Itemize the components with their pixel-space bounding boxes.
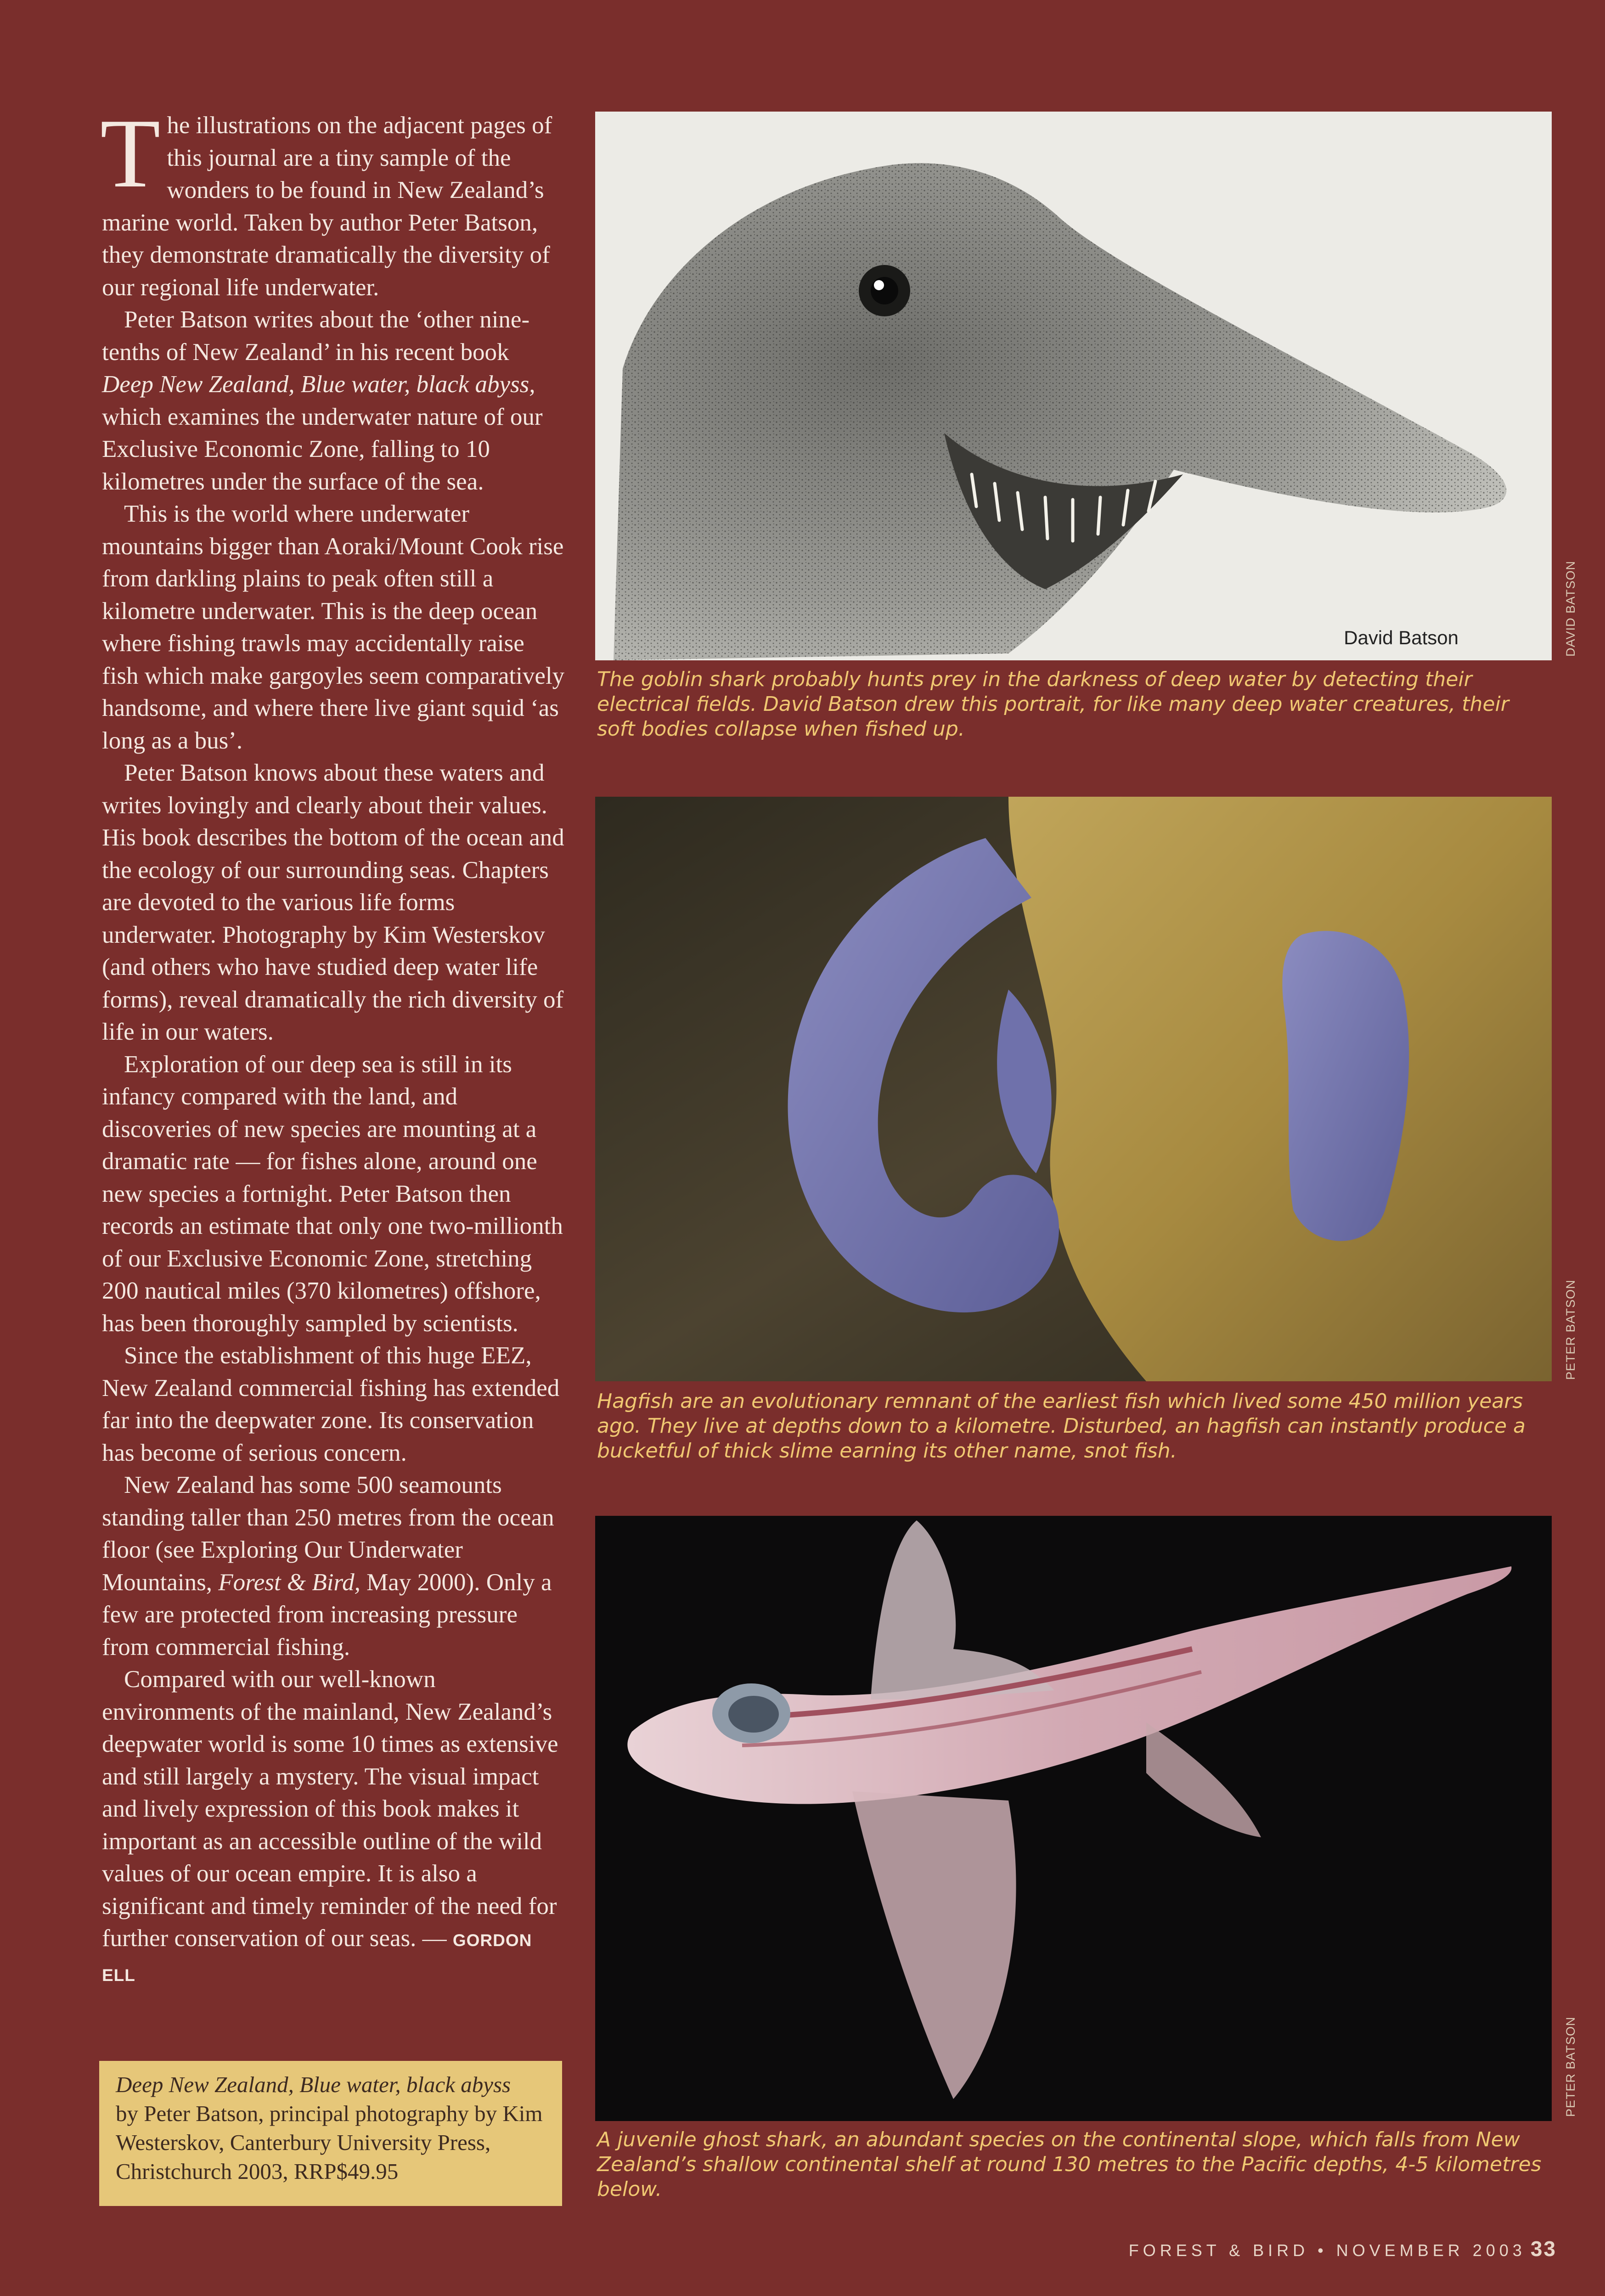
figure-caption: Hagfish are an evolutionary remnant of the earliest fish which lived some 450 million years ago. They live at depths down to a kilometre. Disturbed, an hagfish can instantly produce a bucketful of thick slime earning its other name, snot fish. [597,1390,1526,1463]
book-title: Deep New Zealand, Blue water, black abyss, [102,371,535,398]
page-number: 33 [1530,2237,1557,2261]
publication-info: FOREST & BIRD • NOVEMBER 2003 [1128,2241,1526,2260]
article-paragraph: New Zealand has some 500 seamounts standing taller than 250 metres from the ocean floor (see Exploring Our Underwater Mountains, Forest & Bird, May 2000). Only a few are protected from increasing pressure from commercial fishing. [102,1472,554,1660]
ghost-shark-image [595,1516,1552,2121]
article-paragraph: Compared with our well-known environments of the mainland, New Zealand’s deepwater world is some 10 times as extensive and still largely a mystery. The visual impact and lively expression of this book makes it important as an accessible outline of the wild values of our ocean empire. It is also a significant and timely reminder of the need for further conservation of our seas. — GORDON ELL [102,1666,558,1985]
photo-credit: DAVID BATSON [1564,560,1577,657]
goblin-shark-illustration [595,112,1552,660]
goblin-shark-drawing [595,112,1552,660]
article-paragraph: Since the establishment of this huge EEZ, New Zealand commercial fishing has extended far into the deepwater zone. Its conservation has become of serious concern. [102,1342,560,1466]
photo-credit: PETER BATSON [1564,1279,1577,1380]
page-footer [1093,2236,1557,2261]
article-paragraph: This is the world where underwater mountains bigger than Aoraki/Mount Cook rise from darkling plains to peak often still a kilometre underwater. This is the deep ocean where fishing trawls may accidentally raise fish which make gargoyles seem comparatively handsome, and where there live giant squid ‘as long as a bus’. [102,501,565,754]
author-byline: GORDON ELL [102,1931,532,1985]
magazine-title: Forest & Bird, [218,1569,360,1596]
figure-caption: A juvenile ghost shark, an abundant species on the continental slope, which falls from New Zealand’s shallow continental shelf at round 130 metres to the Pacific depths, 4-5 kilometres below. [597,2128,1542,2201]
drop-cap: T [100,98,161,208]
article-paragraph: Exploration of our deep sea is still in its infancy compared with the land, and discoveries of new species are mounting at a dramatic rate — for fishes alone, around one new species a fortnight. Peter Batson then records an estimate that only one two-millionth of our Exclusive Economic Zone, stretching 200 nautical miles (370 kilometres) offshore, has been thoroughly sampled by scientists. [102,1051,563,1337]
article-body [100,98,566,1992]
book-info-box [99,2061,562,2206]
article-paragraph: Peter Batson knows about these waters and writes lovingly and clearly about their values. His book describes the bottom of the ocean and the ecology of our surrounding seas. Chapters are devoted to the various life forms underwater. Photography by Kim Westerskov (and others who have studied deep water life forms), reveal dramatically the rich diversity of life in our waters. [102,760,564,1045]
book-info-details: by Peter Batson, principal photography by Kim Westerskov, Canterbury University Press, Christchurch 2003, RRP$49.95 [116,2101,543,2184]
photo-credit: PETER BATSON [1564,2016,1577,2117]
ghost-shark-photo [595,1516,1552,2121]
hagfish-image [595,797,1552,1381]
figure-caption: The goblin shark probably hunts prey in the darkness of deep water by detecting their electrical fields. David Batson drew this portrait, for like many deep water creatures, their soft bodies collapse when fished up. [597,668,1509,741]
article-paragraph: The illustrations on the adjacent pages of this journal are a tiny sample of the wonders to be found in New Zealand’s marine world. Taken by author Peter Batson, they demonstrate dramatically the diversity of our regional life underwater. [100,98,552,301]
hagfish-photo [595,797,1552,1381]
article-paragraph: Peter Batson writes about the ‘other nine-tenths of New Zealand’ in his recent book Deep New Zealand, Blue water, black abyss, which examines the underwater nature of our Exclusive Economic Zone, falling to 10 kilometres under the surface of the sea. [102,306,543,495]
book-info-title: Deep New Zealand, Blue water, black abyss [116,2072,511,2097]
artist-signature: David Batson [1344,627,1459,648]
